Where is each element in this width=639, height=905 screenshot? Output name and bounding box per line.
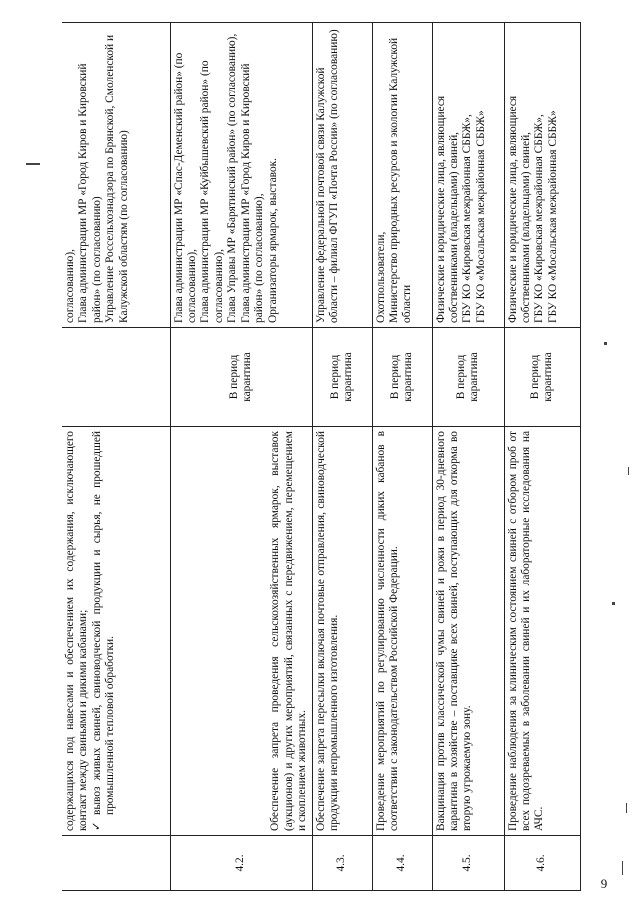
responsible-line: Глава администрации МР «Город Киров и Кировский район» (по согласованию) [77, 63, 103, 323]
responsible-cell [432, 23, 504, 328]
responsible-line: Глава администрации МР «Спас-Деменский район» (по согласованию), [172, 52, 198, 323]
term-cell: В период карантина [372, 328, 432, 427]
responsible-line: ГБУ КО «Кировская межрайонная СББЖ», [461, 114, 474, 323]
scan-mark [604, 342, 607, 345]
scan-mark [622, 861, 623, 875]
responsible-line: Физические и юридические лица, являющиеся собственниками (владельцами) свиней, [434, 95, 460, 323]
task-text: Проведение мероприятий по регулированию численности диких кабанов в соответствии с законодательством Российской Федерации. [372, 427, 432, 836]
term-cell [62, 328, 170, 427]
row-number: 4.2. [170, 836, 312, 891]
term-cell: В период карантина [432, 328, 504, 427]
responsible-cell [62, 23, 170, 328]
task-cell [62, 427, 170, 836]
responsible-line: ГБУ КО «Мосальская межрайонная СББЖ» [474, 110, 487, 323]
responsible-line: Физические и юридические лица, являющиеся собственниками (владельцами) свиней, [506, 95, 532, 323]
table-row [432, 23, 504, 891]
term-cell: В период карантина [312, 328, 372, 427]
responsible-cell [170, 23, 312, 328]
scan-mark [626, 803, 627, 813]
scan-mark [26, 163, 40, 165]
measures-table [62, 22, 581, 891]
responsible-line: Управление Россельхознадзора по Брянской, Смоленской и Калужской областям (по согласованию) [104, 34, 130, 323]
responsible-line: Глава администрации МР «Куйбышевский район» (по согласованию), [199, 60, 225, 323]
page-number: 9 [600, 875, 608, 891]
task-text: Вакцинация против классической чумы свиней и рожи в период 30-дневного карантина в хозяйстве – поставщике всех свиней, поступающих для откорма во вторую угрожаемую зону. [432, 427, 504, 836]
list-item [91, 431, 118, 831]
table-row [504, 23, 580, 891]
responsible-cell [372, 23, 432, 328]
checkmark-icon: ✓ [90, 821, 103, 831]
responsible-line: ГБУ КО «Кировская межрайонная СББЖ», [533, 114, 546, 323]
responsible-cell [504, 23, 580, 328]
responsible-line: Охотпользователи, [374, 231, 387, 323]
table-row [170, 23, 312, 891]
task-bullet-list [91, 431, 118, 831]
responsible-line: Организаторы ярмарок, выставок. [266, 157, 279, 323]
row-number [62, 836, 170, 891]
table-row [312, 23, 372, 891]
row-number: 4.5. [432, 836, 504, 891]
row-number: 4.6. [504, 836, 580, 891]
responsible-cell [312, 23, 372, 328]
term-cell: В период карантина [504, 328, 580, 427]
task-text: Проведение наблюдения за клиническим состоянием свиней с отбором проб от всех подозреваемых в заболевании свиней и их лабораторные исследования на АЧС. [504, 427, 580, 836]
row-number: 4.4. [372, 836, 432, 891]
responsible-line: Министерство природных ресурсов и экологии Калужской области [387, 37, 414, 323]
table-row [62, 23, 170, 891]
responsible-line: Управление федеральной почтовой связи Калужской области – филиал ФГУП «Почта России» (по согласованию) [314, 29, 340, 323]
responsible-line: Глава администрации МР «Город Киров и Кировский район» (по согласованию), [239, 63, 266, 323]
task-text: Обеспечение запрета пересылки включая почтовые отправления, свиноводческой продукции непромышленного изготовления. [312, 427, 372, 836]
scan-mark [628, 467, 629, 475]
responsible-line: согласованию), [64, 249, 76, 323]
task-text: содержащихся под навесами и обеспечением их содержания, исключающего контакт между свиньями и дикими кабанами; [64, 431, 90, 831]
responsible-line: Глава Управы МР «Барятинский район» (по согласованию), [226, 33, 239, 323]
row-number: 4.3. [312, 836, 372, 891]
task-bullet-text: вывоз живых свиней, свиноводческой продукции и сырья, не прошедшей промышленной тепловой обработки. [90, 431, 117, 815]
term-cell: В период карантина [170, 328, 312, 427]
table-row [372, 23, 432, 891]
task-text: Обеспечение запрета проведения сельскохозяйственных ярмарок, выставок (аукционов) и других мероприятий, связанных с передвижением, перемещением и скоплением животных. [170, 427, 312, 836]
responsible-line: ГБУ КО «Мосальская межрайонная СББЖ» [546, 110, 559, 323]
scan-mark [612, 602, 615, 605]
